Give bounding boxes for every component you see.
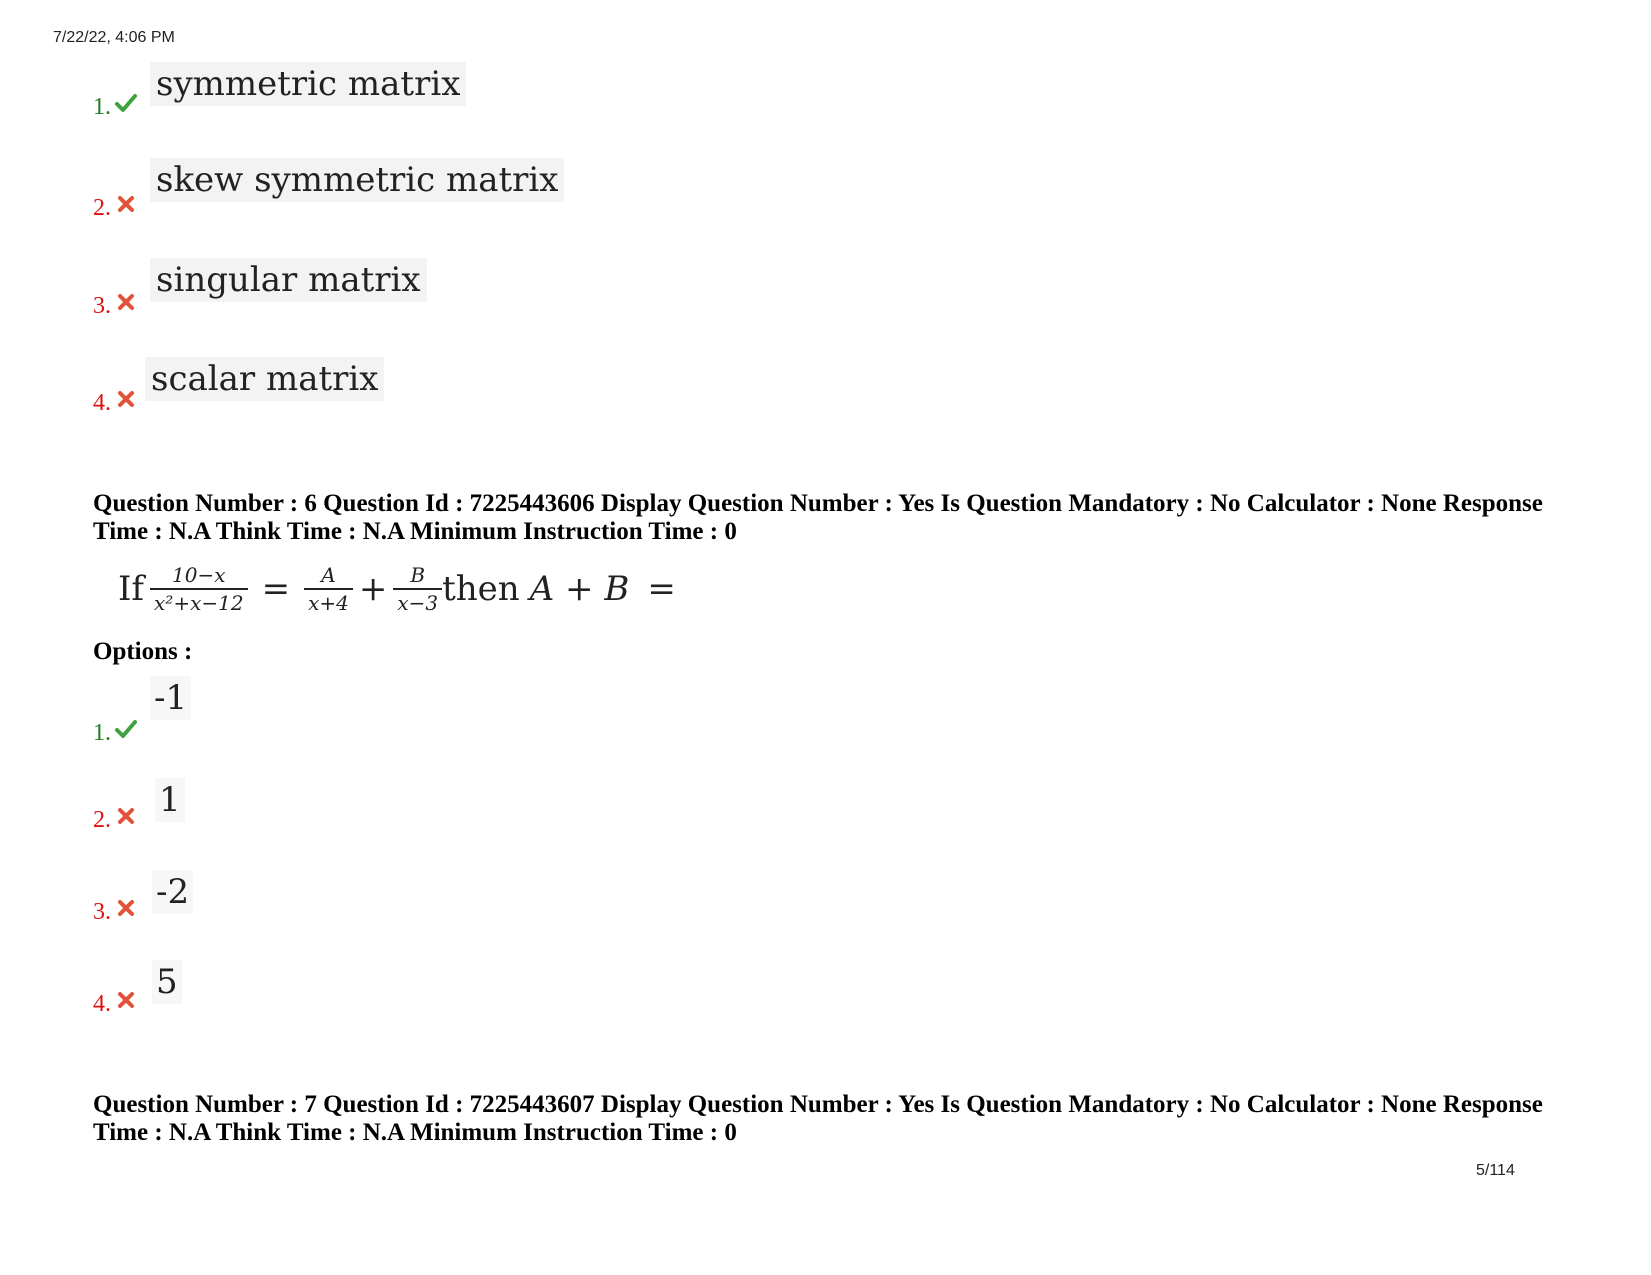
option-3 — [93, 897, 137, 926]
formula-then: then — [442, 569, 520, 609]
option-text: -2 — [152, 870, 193, 914]
option-4 — [93, 388, 137, 417]
page-counter: 5/114 — [1476, 1162, 1515, 1179]
option-2 — [93, 193, 137, 222]
incorrect-cross-icon — [115, 193, 137, 215]
option-text: -1 — [150, 676, 191, 720]
option-number: 4. — [93, 390, 111, 416]
fraction-1 — [150, 562, 248, 616]
option-4 — [93, 989, 137, 1018]
fraction-denominator: x−3 — [397, 591, 439, 615]
fraction-denominator: x²+x−12 — [154, 591, 244, 615]
formula-end-equals: = — [647, 569, 676, 609]
option-text: 5 — [152, 960, 182, 1004]
option-number: 1. — [93, 720, 111, 746]
question-7-meta: Question Number : 7 Question Id : 7225443607 Display Question Number : Yes Is Question Mandatory : No Calculator : None Response Time : N.A Think Time : N.A Minimum Instruction Time : 0 — [93, 1091, 1543, 1146]
options-label: Options : — [93, 638, 193, 665]
question-6-meta: Question Number : 6 Question Id : 7225443606 Display Question Number : Yes Is Question Mandatory : No Calculator : None Response Time : N.A Think Time : N.A Minimum Instruction Time : 0 — [93, 490, 1543, 545]
option-number: 3. — [93, 899, 111, 925]
option-number: 2. — [93, 807, 111, 833]
print-timestamp: 7/22/22, 4:06 PM — [53, 29, 175, 46]
correct-check-icon — [115, 92, 137, 114]
incorrect-cross-icon — [115, 388, 137, 410]
option-text: scalar matrix — [145, 357, 384, 401]
option-text: 1 — [155, 778, 185, 822]
option-3 — [93, 291, 137, 320]
fraction-denominator: x+4 — [308, 591, 349, 615]
correct-check-icon — [115, 718, 137, 740]
incorrect-cross-icon — [115, 897, 137, 919]
formula-if: If — [118, 569, 145, 609]
option-1 — [93, 718, 137, 747]
option-1 — [93, 92, 137, 121]
option-number: 1. — [93, 94, 111, 120]
option-text: skew symmetric matrix — [150, 158, 564, 202]
fraction-2 — [304, 562, 353, 616]
fraction-numerator: A — [321, 563, 336, 587]
option-text: singular matrix — [150, 258, 427, 302]
option-text: symmetric matrix — [150, 62, 466, 106]
formula-plus: + — [358, 569, 388, 609]
question-6-formula — [118, 562, 676, 616]
fraction-numerator: B — [410, 563, 426, 587]
formula-equals: = — [261, 569, 291, 609]
formula-tail: A + B — [529, 569, 630, 609]
incorrect-cross-icon — [115, 291, 137, 313]
incorrect-cross-icon — [115, 989, 137, 1011]
fraction-numerator: 10−x — [172, 563, 226, 587]
fraction-3 — [393, 562, 442, 616]
option-2 — [93, 805, 137, 834]
incorrect-cross-icon — [115, 805, 137, 827]
option-number: 4. — [93, 991, 111, 1017]
option-number: 2. — [93, 195, 111, 221]
option-number: 3. — [93, 293, 111, 319]
